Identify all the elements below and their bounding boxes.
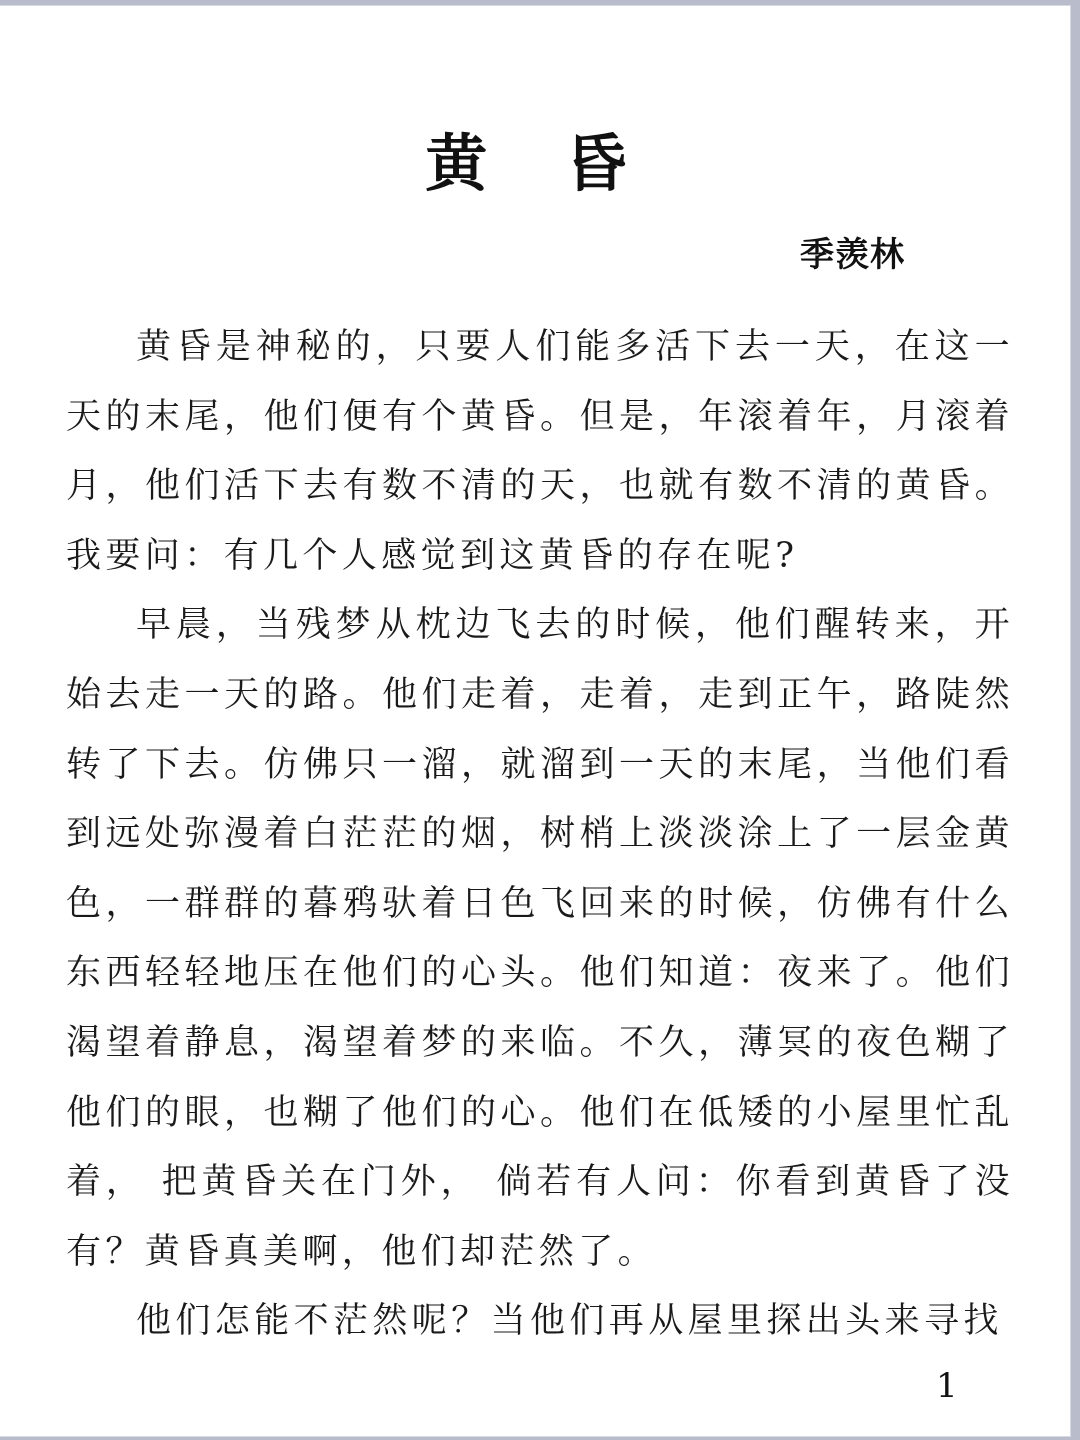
paragraph-1: 黄昏是神秘的，只要人们能多活下去一天，在这一天的末尾，他们便有个黄昏。但是，年滚着年，月滚着月，他们活下去有数不清的天，也就有数不清的黄昏。我要问：有几个人感觉到这黄昏的存在呢?	[66, 327, 1014, 576]
page-number: 1	[936, 1366, 958, 1406]
document-page	[0, 6, 1070, 1436]
paragraph-2: 早晨，当残梦从枕边飞去的时候，他们醒转来，开始去走一天的路。他们走着，走着，走到正午，路陡然转了下去。仿佛只一溜，就溜到一天的末尾，当他们看到远处弥漫着白茫茫的烟，树梢上淡淡涂上了一层金黄色，一群群的暮鸦驮着日色飞回来的时候，仿佛有什么东西轻轻地压在他们的心头。他们知道：夜来了。他们渴望着静息，渴望着梦的来临。不久，薄冥的夜色糊了他们的眼，也糊了他们的心。他们在低矮的小屋里忙乱着， 把黄昏关在门外， 倘若有人问：你看到黄昏了没有？黄昏真美啊，他们却茫然了。	[66, 605, 1014, 1272]
paragraph-3: 他们怎能不茫然呢？当他们再从屋里探出头来寻找	[136, 1301, 1003, 1342]
essay-title: 黄 昏	[425, 127, 655, 200]
essay-body	[66, 313, 1014, 1357]
author-name: 季羡林	[800, 235, 905, 275]
